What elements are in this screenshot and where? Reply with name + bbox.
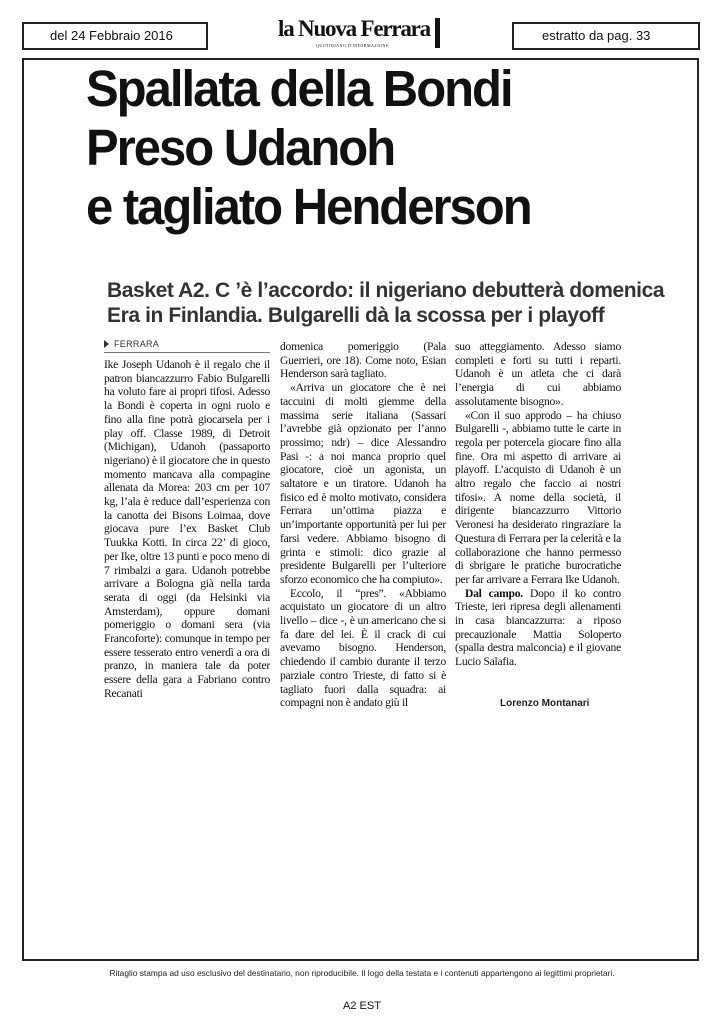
publication-logo (278, 16, 442, 48)
headline-line: Spallata della Bondi (86, 61, 512, 118)
page-label: A2 EST (343, 1000, 381, 1012)
footer-disclaimer: Ritaglio stampa ad uso esclusivo del destinatario, non riproducibile. Il logo della testata e i contenuti appartengono ai legittimi proprietari. (109, 968, 615, 978)
runin-heading: Dal campo. (465, 586, 523, 600)
subtitle (107, 278, 667, 328)
paragraph: Eccolo, il “pres”. «Abbiamo acquistato un giocatore di un altro livello – dice -, è un americano che si fa dare del lei. È il crack di cui avevamo bisogno. Henderson, chiedendo il cambio durante il terzo parziale contro Trieste, di fatto si è tagliato fuori dalla squadra: ai compagni non è andato giù il (280, 586, 446, 710)
article-column-1 (104, 358, 270, 701)
subtitle-line: Basket A2. C ’è l’accordo: il nigeriano debutterà domenica (107, 279, 665, 302)
date-text: del 24 Febbraio 2016 (50, 28, 173, 43)
publication-name: la Nuova Ferrara (278, 16, 430, 41)
paragraph-text: Dopo il ko contro Trieste, ieri ripresa degli allenamenti in casa biancazzurra: a riposo precauzionale Mattia Soloperto (spalla destra malconcia) e il giovane Lucio Salafia. (455, 586, 621, 669)
subtitle-line: Era in Finlandia. Bulgarelli dà la scossa per i playoff (107, 304, 605, 327)
paragraph (455, 587, 621, 669)
logo-bar (435, 18, 440, 48)
location-kicker (104, 338, 270, 353)
article-column-2 (280, 340, 446, 710)
article-column-3 (455, 340, 621, 669)
paragraph: Ike Joseph Udanoh è il regalo che il patron biancazzurro Fabio Bulgarelli ha voluto fare ai propri tifosi. Adesso la Bondi è coperta in ogni ruolo e fino alla fine potrà giocarsela per i play off. Classe 1989, di Detroit (Michigan), Udanoh (passaporto nigeriano) è il giocatore che in questo momento mancava alla compagine allenata da Morea: 203 cm per 107 kg, l’ala è reduce dall’esperienza con la canotta dei Bisons Loimaa, dove giocava pure l’ex Basket Club Tuukka Kotti. In circa 22’ di gioco, per Ike, oltre 13 punti e poco meno di 7 rimbalzi a gara. Udanoh potrebbe arrivare a Bologna già nella tarda serata di oggi (da Helsinki via Amsterdam), oppure domani pomeriggio o domani sera (via Francoforte): comunque in tempo per essere tesserato entro venerdì a ora di pranzo, in maniera tale da poter essere della gara a Fabriano contro Recanati (104, 358, 270, 700)
location-label: FERRARA (114, 339, 160, 349)
paragraph: «Con il suo approdo – ha chiuso Bulgarelli -, abbiamo tutte le carte in regola per potercela giocare fino alla fine. Ora mi aspetto di arrivare ai playoff. L’acquisto di Udanoh è un altro regalo che faccio ai nostri tifosi». A nome della società, il dirigente biancazzurro Vittorio Veronesi ha desiderato ringraziare la Questura di Ferrara per la celerità e la collaborazione che hanno permesso di sbrigare le pratiche burocratiche per far arrivare a Ferrara Ike Udanoh. (455, 408, 621, 586)
paragraph: «Arriva un giocatore che è nei taccuini di molti giemme della massima serie italiana (Sassari l’avrebbe già opzionato per l’anno prossimo; ndr) – dice Alessandro Pasi -: a noi manca proprio quel giocatore, cioè un agonista, un saltatore e un tiratore. Udanoh ha fisico ed è molto motivato, considera Ferrara un’ottima piazza e un’importante opportunità per lui per farsi vedere. Abbiamo bisogno di grinta e stimoli: dico grazie al presidente Bulgarelli per l’ulteriore sforzo economico che ha compiuto». (280, 381, 446, 586)
extract-box (512, 22, 700, 50)
extract-text: estratto da pag. 33 (542, 28, 651, 43)
publication-tagline: QUOTIDIANO D'INFORMAZIONE (316, 43, 389, 48)
paragraph: domenica pomeriggio (Pala Guerrieri, ore 18). Come noto, Esian Henderson sarà tagliato. (280, 340, 446, 381)
headline (86, 60, 646, 236)
byline: Lorenzo Montanari (500, 698, 590, 709)
date-box (22, 22, 208, 50)
headline-line: e tagliato Henderson (86, 178, 531, 236)
headline-line: Preso Udanoh (86, 119, 395, 177)
triangle-marker-icon (104, 340, 109, 348)
paragraph: suo atteggiamento. Adesso siamo completi e forti su tutti i reparti. Udanoh è un atleta che ci darà l’energia di cui abbiamo assolutamente bisogno». (455, 340, 621, 408)
